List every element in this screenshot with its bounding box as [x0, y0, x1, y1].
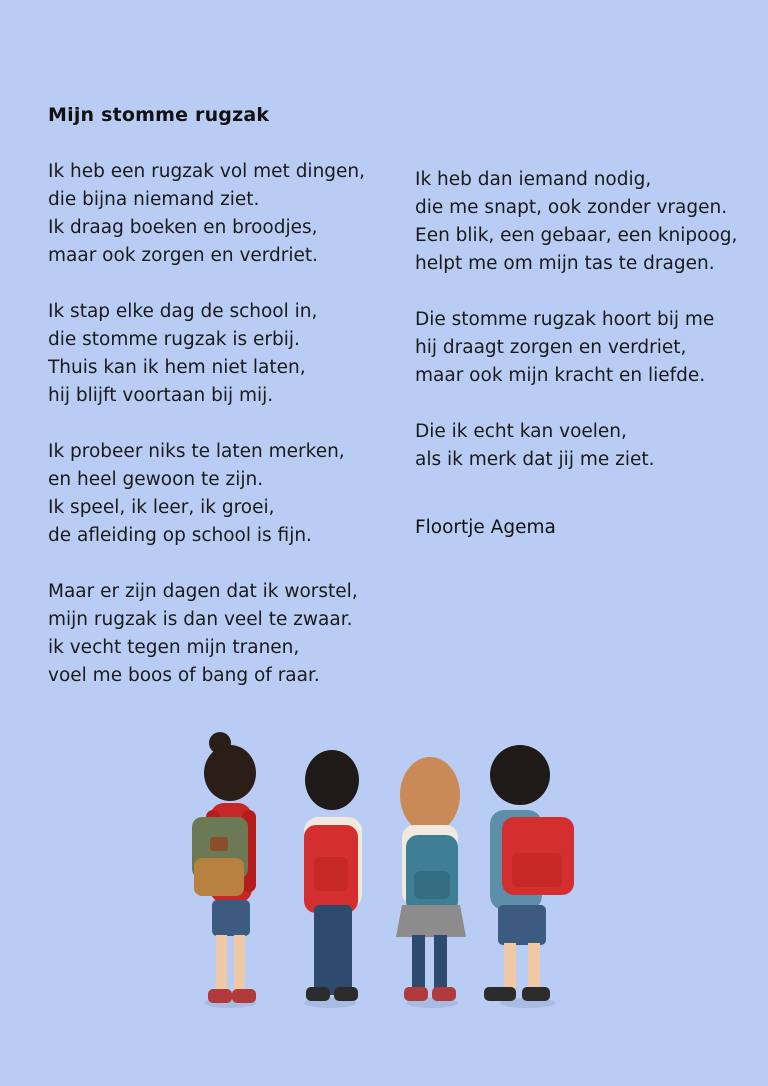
stanza-2 — [48, 298, 388, 410]
poem-line: de afleiding op school is fijn. — [48, 525, 312, 546]
stanza-1 — [48, 158, 388, 270]
poem-line: Ik stap elke dag de school in, — [48, 301, 318, 322]
child-2 — [304, 750, 362, 1008]
child-3 — [396, 757, 466, 1008]
poem-line: Een blik, een gebaar, een knipoog, — [415, 225, 738, 246]
poem-line: mijn rugzak is dan veel te zwaar. — [48, 609, 353, 630]
poem-left-column — [48, 158, 388, 718]
poem-title: Mijn stomme rugzak — [48, 104, 270, 126]
poem-line: en heel gewoon te zijn. — [48, 469, 264, 490]
poem-line: als ik merk dat jij me ziet. — [415, 449, 655, 470]
poem-right-column — [415, 166, 755, 502]
child-1 — [192, 732, 256, 1008]
poem-line: Ik probeer niks te laten merken, — [48, 441, 345, 462]
poem-line: Ik speel, ik leer, ik groei, — [48, 497, 275, 518]
stanza-3 — [48, 438, 388, 550]
poem-line: Maar er zijn dagen dat ik worstel, — [48, 581, 358, 602]
poem-line: Die stomme rugzak hoort bij me — [415, 309, 715, 330]
children-with-backpacks-illustration — [180, 725, 590, 1025]
poem-line: die stomme rugzak is erbij. — [48, 329, 300, 350]
poem-line: maar ook zorgen en verdriet. — [48, 245, 319, 266]
poem-line: Thuis kan ik hem niet laten, — [48, 357, 306, 378]
stanza-4 — [48, 578, 388, 690]
poem-line: Ik heb dan iemand nodig, — [415, 169, 652, 190]
child-4 — [484, 745, 574, 1008]
poem-line: Ik draag boeken en broodjes, — [48, 217, 318, 238]
poem-line: Ik heb een rugzak vol met dingen, — [48, 161, 366, 182]
stanza-5 — [415, 166, 755, 278]
poem-line: hij blijft voortaan bij mij. — [48, 385, 274, 406]
stanza-6 — [415, 306, 755, 390]
poem-line: Die ik echt kan voelen, — [415, 421, 627, 442]
poem-line: helpt me om mijn tas te dragen. — [415, 253, 715, 274]
poem-line: ik vecht tegen mijn tranen, — [48, 637, 300, 658]
poem-line: hij draagt zorgen en verdriet, — [415, 337, 687, 358]
poem-line: die bijna niemand ziet. — [48, 189, 260, 210]
poem-line: die me snapt, ook zonder vragen. — [415, 197, 728, 218]
poem-line: maar ook mijn kracht en liefde. — [415, 365, 706, 386]
author-signature: Floortje Agema — [415, 517, 556, 538]
stanza-7 — [415, 418, 755, 474]
poem-line: voel me boos of bang of raar. — [48, 665, 320, 686]
